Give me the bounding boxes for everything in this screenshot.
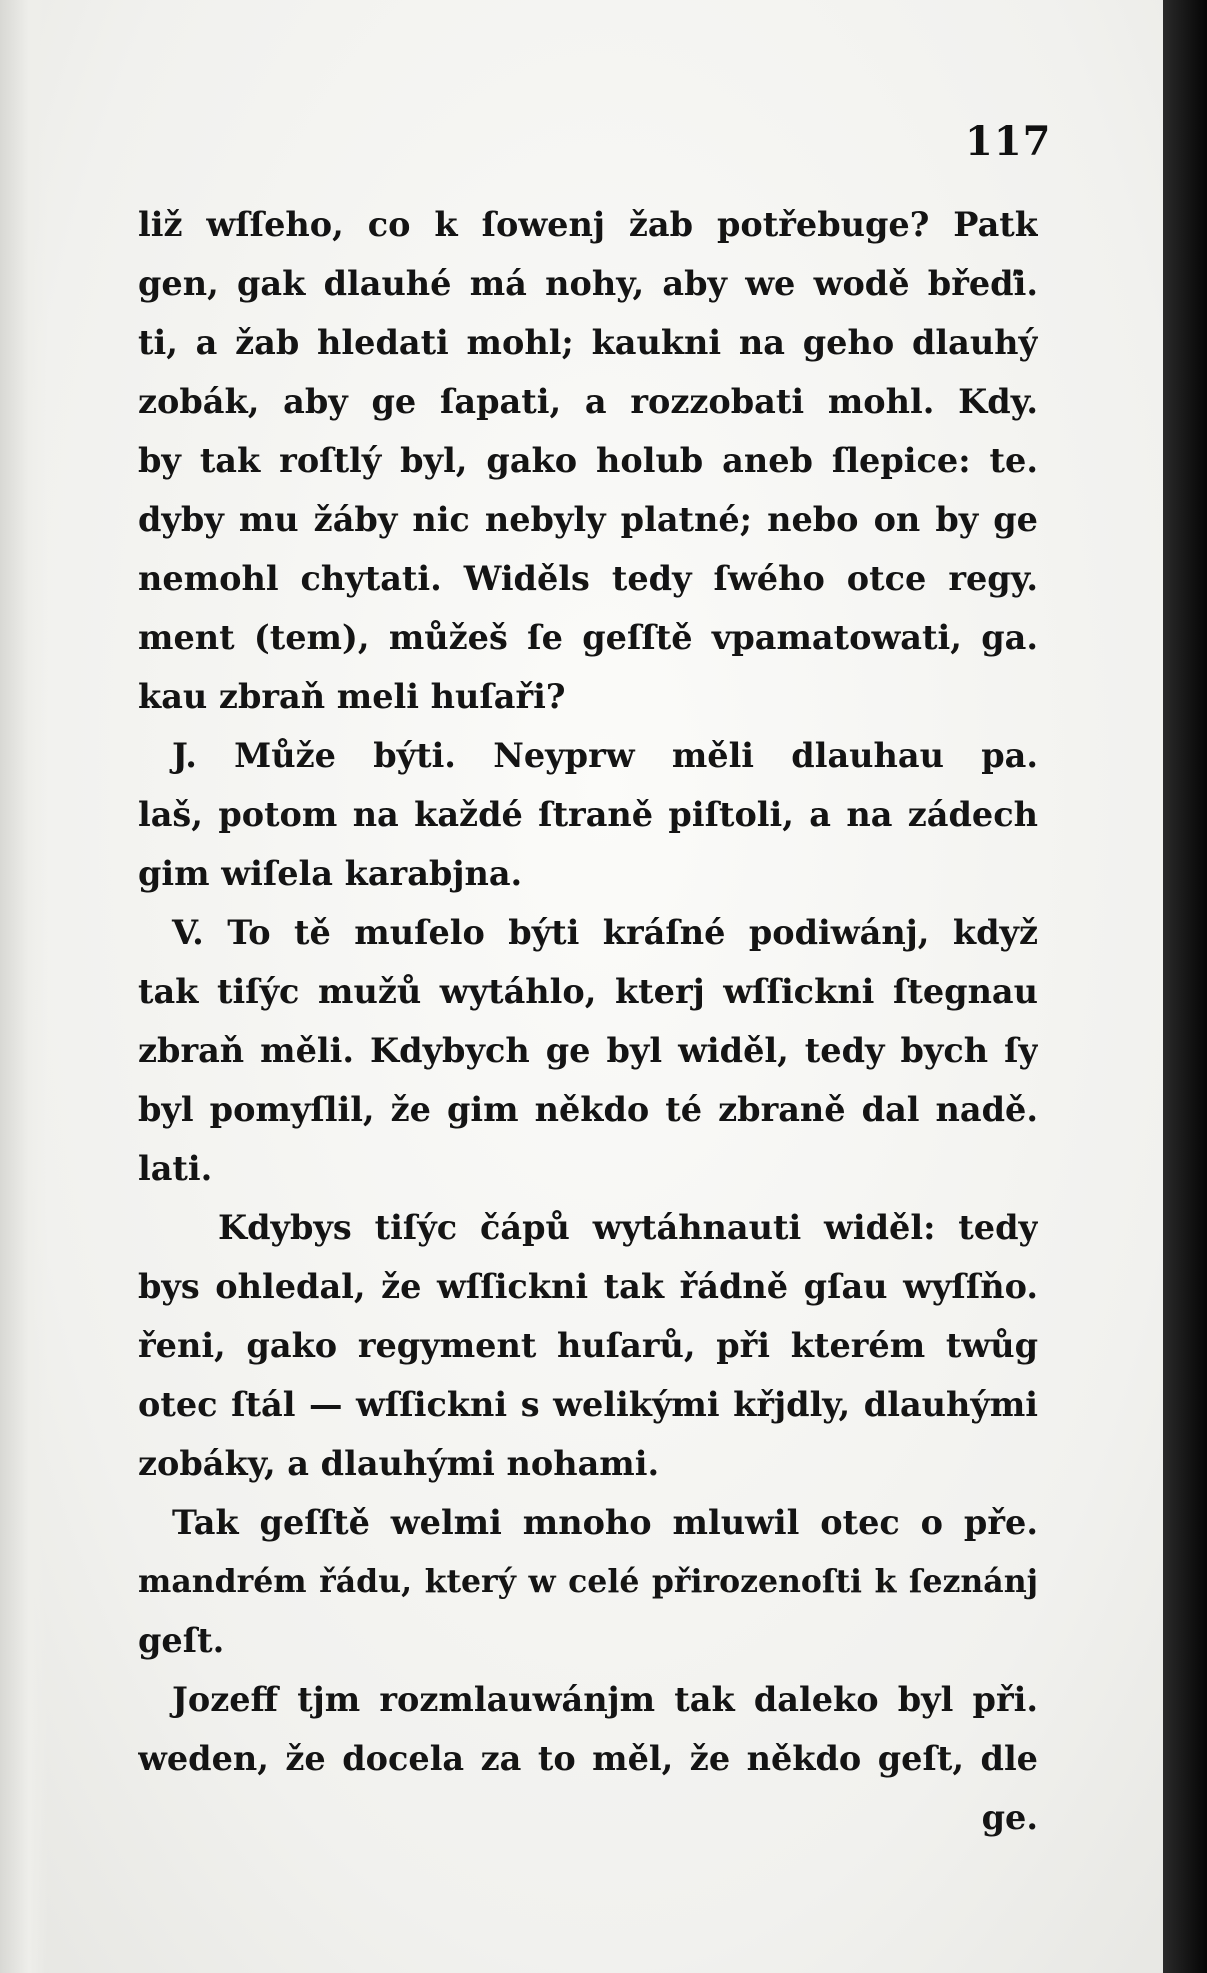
text-line: byl pomyſlil, že gim někdo té zbraně dal nadě. — [138, 1090, 1038, 1129]
page-number: 117 — [965, 118, 1052, 165]
text-line: J. Může býti. Neyprw měli dlauhau pa. — [172, 736, 1038, 775]
body-text — [138, 195, 1038, 1847]
text-line: V. To tě muſelo býti kráſné podiwánj, když — [172, 913, 1038, 952]
text-line: mandrém řádu, který w celé přirozenoſti k ſeznánj — [138, 1563, 1038, 1600]
text-line: weden, že docela za to měl, že někdo geſt, dle — [138, 1739, 1038, 1778]
text-line: bys ohledal, že wſſickni tak řádně gſau wyſſňo. — [138, 1267, 1038, 1306]
text-line: nemohl chytati. Widěls tedy ſwého otce regy. — [138, 559, 1038, 598]
page-left-shadow — [0, 0, 48, 1973]
text-line: ment (tem), můžeš ſe geſſtě vpamatowati, ga. — [138, 618, 1038, 657]
text-line: řeni, gako regyment huſarů, při kterém twůg — [138, 1326, 1038, 1365]
text-line: ge. — [981, 1798, 1038, 1837]
text-line: dyby mu žáby nic nebyly platné; nebo on by ge — [138, 500, 1038, 539]
text-line: zobáky, a dlauhými nohami. — [138, 1444, 660, 1483]
text-line: ti, a žab hledati mohl; kaukni na geho dlauhý — [138, 323, 1038, 362]
text-line: Kdybys tiſýc čápů wytáhnauti widěl: tedy — [218, 1208, 1038, 1247]
text-line: otec ſtál — wſſickni s welikými křjdly, dlauhými — [138, 1385, 1038, 1424]
text-line: geſt. — [138, 1621, 225, 1660]
text-line: kau zbraň meli huſaři? — [138, 677, 566, 716]
text-line: gen, gak dlauhé má nohy, aby we wodě břeďi. — [138, 264, 1038, 303]
page-right-binding-shadow — [1163, 0, 1207, 1973]
text-line: gim wiſela karabjna. — [138, 854, 523, 893]
text-line: laš, potom na každé ſtraně piſtoli, a na zádech — [138, 795, 1038, 834]
text-line: liž wſſeho, co k ſowenj žab potřebuge? Patk — [138, 205, 1038, 244]
text-line: tak tiſýc mužů wytáhlo, kterj wſſickni ſtegnau — [138, 972, 1038, 1011]
text-line: by tak roſtlý byl, gako holub aneb ſlepice: te. — [138, 441, 1038, 480]
text-line: zobák, aby ge ſapati, a rozzobati mohl. Kdy. — [138, 382, 1038, 421]
text-line: Tak geſſtě welmi mnoho mluwil otec o pře. — [172, 1503, 1038, 1542]
text-line: zbraň měli. Kdybych ge byl widěl, tedy bych ſy — [138, 1031, 1038, 1070]
text-line: lati. — [138, 1149, 213, 1188]
text-line: Jozeff tjm rozmlauwánjm tak daleko byl při. — [172, 1680, 1038, 1719]
